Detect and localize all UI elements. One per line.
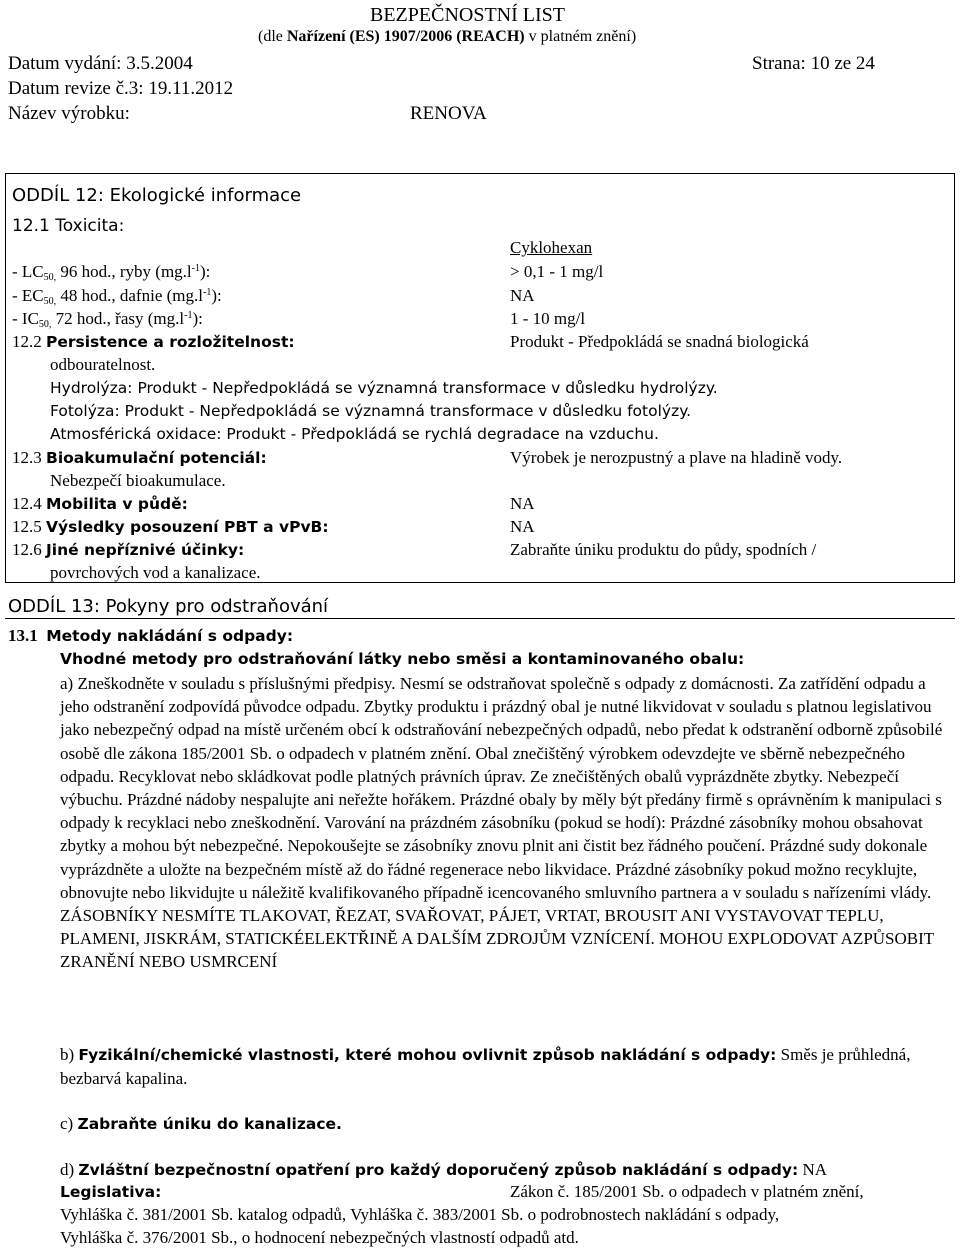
hydrolysis-text	[50, 378, 718, 398]
persistence-label: Persistence a rozložitelnost:	[46, 333, 295, 351]
toxicity-label: 12.1 Toxicita:	[12, 216, 125, 236]
row-sub: 50,	[38, 319, 52, 330]
bioaccumulation-number: 12.3	[12, 448, 42, 467]
pbt-value: NA	[510, 517, 535, 536]
row-mid: 48 hod., dafnie (mg.l	[56, 286, 203, 305]
other-effects-cont: povrchových vod a kanalizace.	[50, 563, 261, 582]
section-13-heading: ODDÍL 13: Pokyny pro odstraňování	[8, 596, 329, 617]
pbt-number: 12.5	[12, 517, 42, 536]
row-suffix: ):	[192, 309, 203, 328]
disposal-paragraph-b	[60, 1043, 950, 1090]
hydrolysis-line: Hydrolýza: Produkt - Nepředpokládá se významná transformace v důsledku hydrolýzy.	[50, 379, 718, 397]
row-prefix: - IC	[12, 309, 39, 328]
persistence-value: Produkt - Předpokládá se snadná biologická	[510, 332, 809, 351]
row-sub: 50,	[43, 296, 57, 307]
issue-date: Datum vydání: 3.5.2004	[8, 53, 193, 74]
toxicity-value-ec50: NA	[510, 286, 535, 305]
disposal-paragraph-d	[60, 1158, 950, 1182]
para-c-prefix: c)	[60, 1114, 78, 1133]
legislation-value: Zákon č. 185/2001 Sb. o odpadech v platném znění,	[510, 1182, 864, 1201]
section-13-rule	[5, 618, 955, 619]
toxicity-value-lc50: > 0,1 - 1 mg/l	[510, 262, 604, 281]
legislation-line-3: Vyhláška č. 376/2001 Sb., o hodnocení nebezpečných vlastností odpadů atd.	[60, 1228, 579, 1247]
legislation-line-2: Vyhláška č. 381/2001 Sb. katalog odpadů, Vyhláška č. 383/2001 Sb. o podrobnostech nakládání s odpady,	[60, 1205, 780, 1224]
photolysis-text	[50, 401, 691, 421]
subtitle-suffix: v platném znění)	[524, 28, 637, 45]
document-title: BEZPEČNOSTNÍ LIST	[370, 4, 565, 26]
mobility-value: NA	[510, 494, 535, 513]
oxidation-text	[50, 424, 659, 444]
oxidation-line: Atmosférická oxidace: Produkt - Předpokládá se rychlá degradace na vzduchu.	[50, 425, 659, 443]
persistence-value-cont: odbouratelnost.	[50, 355, 156, 374]
product-name: RENOVA	[410, 103, 487, 124]
subtitle-prefix: (dle	[258, 28, 287, 45]
row-mid: 96 hod., ryby (mg.l	[56, 262, 192, 281]
photolysis-line: Fotolýza: Produkt - Nepředpokládá se významná transformace v důsledku fotolýzy.	[50, 402, 692, 420]
methods-label: Metody nakládání s odpady:	[46, 627, 294, 645]
page-number: Strana: 10 ze 24	[752, 53, 875, 74]
persistence-number: 12.2	[12, 332, 42, 351]
revision-date: Datum revize č.3: 19.11.2012	[8, 78, 234, 99]
toxicity-row-lc50	[12, 262, 210, 283]
methods-heading	[8, 626, 293, 646]
para-b-text: Směs je průhledná, bezbarvá kapalina.	[60, 1045, 911, 1089]
toxicity-row-ec50	[12, 286, 222, 307]
pbt-label: Výsledky posouzení PBT a vPvB:	[46, 518, 329, 536]
section-12-heading: ODDÍL 12: Ekologické informace	[12, 185, 302, 206]
other-effects-heading	[12, 540, 244, 560]
mobility-heading	[12, 494, 188, 514]
para-d-prefix: d)	[60, 1160, 79, 1179]
para-d-text: NA	[798, 1160, 828, 1179]
legislation-label: Legislativa:	[60, 1183, 162, 1201]
other-effects-value: Zabraňte úniku produktu do půdy, spodních /	[510, 540, 817, 559]
product-label: Název výrobku:	[8, 103, 130, 124]
row-suffix: ):	[211, 286, 222, 305]
toxicity-row-ic50	[12, 309, 203, 330]
mobility-number: 12.4	[12, 494, 42, 513]
disposal-paragraph-c	[60, 1112, 950, 1136]
bioaccumulation-cont: Nebezpečí bioakumulace.	[50, 471, 226, 490]
para-b-bold: Fyzikální/chemické vlastnosti, které mohou ovlivnit způsob nakládání s odpady:	[78, 1046, 777, 1064]
row-prefix: - LC	[12, 262, 44, 281]
toxicity-value-ic50: 1 - 10 mg/l	[510, 309, 586, 328]
row-prefix: - EC	[12, 286, 44, 305]
para-c-bold: Zabraňte úniku do kanalizace.	[77, 1115, 342, 1133]
pbt-heading	[12, 517, 329, 537]
toxicity-column-header: Cyklohexan	[510, 238, 593, 257]
row-sub: 50,	[43, 272, 57, 283]
row-mid: 72 hod., řasy (mg.l	[51, 309, 185, 328]
methods-subheading: Vhodné metody pro odstraňování látky nebo směsi a kontaminovaného obalu:	[60, 650, 745, 668]
mobility-label: Mobilita v půdě:	[46, 495, 188, 513]
other-effects-number: 12.6	[12, 540, 42, 559]
subtitle-regulation: Nařízení (ES) 1907/2006 (REACH)	[286, 28, 525, 45]
bioaccumulation-label: Bioakumulační potenciál:	[46, 449, 267, 467]
other-effects-label: Jiné nepříznivé účinky:	[46, 541, 245, 559]
row-sup: -1	[191, 263, 201, 274]
row-sup: -1	[184, 310, 193, 321]
bioaccumulation-heading	[12, 448, 267, 468]
row-sup: -1	[202, 287, 212, 298]
para-d-bold: Zvláštní bezpečnostní opatření pro každý doporučený způsob nakládání s odpady:	[78, 1161, 799, 1179]
persistence-heading	[12, 332, 295, 352]
row-suffix: ):	[200, 262, 211, 281]
para-b-prefix: b)	[60, 1045, 79, 1064]
disposal-paragraph-a: a) Zneškodněte v souladu s příslušnými předpisy. Nesmí se odstraňovat společně s odpady z domácnosti. Za zatřídění odpadu a jeho odstranění zodpovídá původce odpadu. Zbytky produktu i prázdný obal je nutné likvidovat v souladu s platnou legislativou jako nebezpečný odpad na místě určeném obcí k odstraňování nebezpečných odpadů, nebo předat k odstranění odborně způsobilé osobě dle zákona 185/2001 Sb. o odpadech v platném znění. Obal znečištěný výrobkem odevzdejte ve sběrně nebezpečného odpadu. Recyklovat nebo skládkovat podle platných právních úprav. Ze znečištěných obalů vyprázdněte zbytky. Nebezpečí výbuchu. Prázdné nádoby nespalujte ani neřežte hořákem. Prázdné obaly by měly být předány firmě s oprávněním k manipulaci s odpady k recyklaci nebo zneškodnění. Varování na prázdném zásobníku (pokud se hodí): Prázdné zásobníky mohou obsahovat zbytky a mohou být nebezpečné. Nepokoušejte se zásobníky znovu plnit ani čistit bez řádného poučení. Prázdné sudy dokonale vyprázdněte a uložte na bezpečném místě až do řádné regenerace nebo likvidace. Prázdné zásobníky pokud možno recyklujte, obnovujte nebo likvidujte u náležitě kvalifikovaného případně icencovaného smluvního partnera a v souladu s nařízeními vlády. ZÁSOBNÍKY NESMÍTE TLAKOVAT, ŘEZAT, SVAŘOVAT, PÁJET, VRTAT, BROUSIT ANI VYSTAVOVAT TEPLU, PLAMENI, JISKRÁM, STATICKÉELEKTŘINĚ A DALŠÍM ZDROJŮM VZNÍCENÍ. MOHOU EXPLODOVAT AZPŮSOBIT ZRANĚNÍ NEBO USMRCENÍ	[60, 674, 943, 972]
document-subtitle	[258, 28, 636, 46]
bioaccumulation-value: Výrobek je nerozpustný a plave na hladině vody.	[510, 448, 843, 467]
methods-number: 13.1	[8, 626, 38, 645]
